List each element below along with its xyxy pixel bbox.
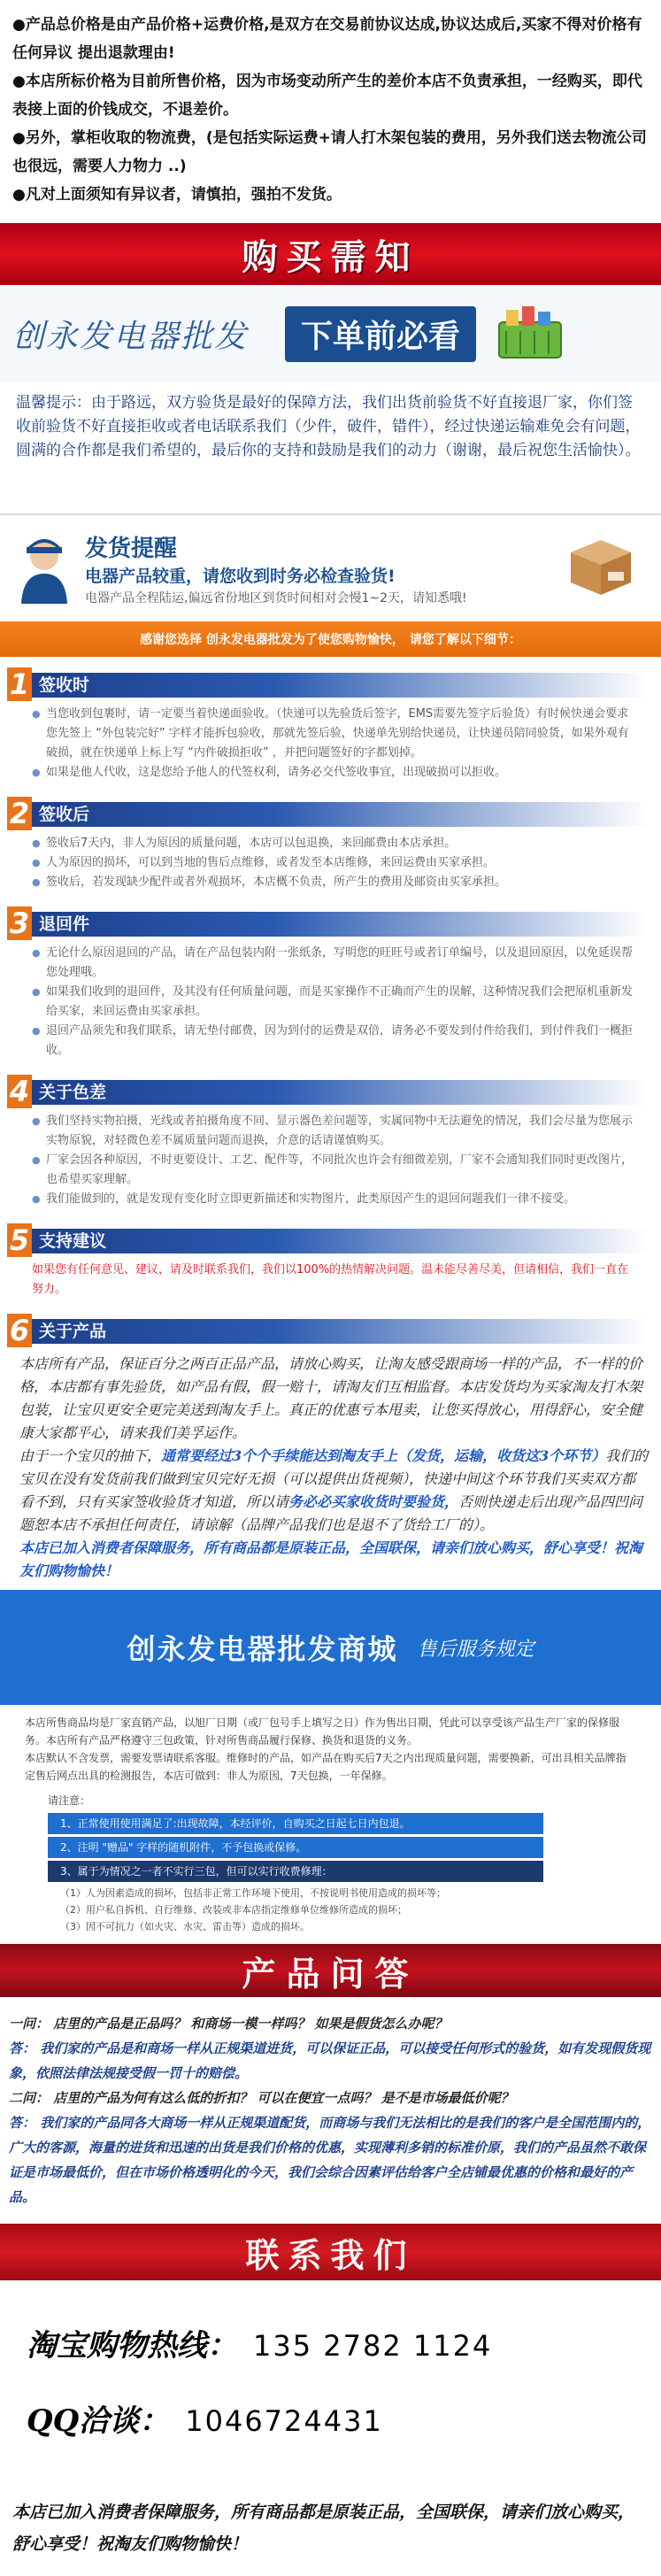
section-feedback <box>0 1225 661 1303</box>
section-title: 签收后 <box>39 805 90 824</box>
shipping-reminder-title: 发货提醒 <box>85 536 178 562</box>
notice-line: ●本店所标价格为目前所售价格，因为市场变动所产生的差价本店不负责承担，一经购买，即代表接上面的价钱成交，不退差价。 <box>12 73 642 119</box>
shop-header-row <box>0 285 661 382</box>
product-text: 否则快递走后出现产品四凹问题恕本店不承担任何责任，请谅解（品牌产品我们也是退不了货给工厂的）。 <box>19 1493 643 1533</box>
section-number: 3 <box>7 906 32 940</box>
shop-name: 创永发电器批发 <box>12 318 249 355</box>
price-notice <box>0 0 661 223</box>
section-number: 2 <box>7 797 32 830</box>
policy-note: （2）用户私自拆机、自行维修、改装或非本店指定维修单位维修所造成的损坏； <box>60 1904 407 1916</box>
section-about-products <box>0 1315 661 1590</box>
section-title: 关于色差 <box>39 1083 107 1102</box>
banner-title: 购买需知 <box>242 235 419 278</box>
notice-line: ●产品总价格是由产品价格+运费价格,是双方在交易前协议达成,协议达成后,买家不得对价格有任何异议 提出退款理由! <box>12 16 642 62</box>
thanks-text-details: 请您了解以下细节： <box>409 633 521 647</box>
policy-row: 3、属于为情况之一者不实行三包，但可以实行收费修理： <box>48 1861 543 1882</box>
section-number: 5 <box>7 1223 32 1257</box>
after-sales-policy <box>0 1705 661 1944</box>
contact-banner <box>0 2224 661 2280</box>
list-item: ● 我们能做到的，就是发现有变化时立即更新描述和实物图片，此类原因产生的退回问题我们一律不接受。 <box>32 1190 640 1209</box>
contact-banner-title: 联系我们 <box>245 2234 416 2275</box>
product-text-highlight: 务必必买家收货时要验货， <box>288 1493 459 1510</box>
hotline-label: 淘宝购物热线： <box>27 2328 237 2364</box>
qa-banner-title: 产品问答 <box>242 1953 419 1994</box>
list-item: ● 如果是他人代收，这是您给予他人的代签权利，请务必交代签收事宜，出现破损可以拒收。 <box>32 763 640 783</box>
product-text-highlight: 通常要经过3个个手续能达到淘友手上（发货，运输，收货这3个环节） <box>161 1447 606 1464</box>
qa-question: 二问： 店里的产品为何有这么低的折扣？ 可以在便宜一点吗？ 是不是市场最低价呢？ <box>9 2090 514 2106</box>
section-color-difference <box>0 1076 661 1213</box>
footer-guarantee: 本店已加入消费者保障服务，所有商品都是原装正品，全国联保，请亲们放心购买，舒心享受！祝淘友们购物愉快！ <box>12 2503 635 2554</box>
product-text: 由于一个宝贝的抽下， <box>19 1447 162 1464</box>
list-item: ● 我们坚持实物拍摄，光线或者拍摄角度不同、显示器色差问题等，实属同物中无法避免的情况，我们会尽量为您展示实物原貌，对轻微色差不属质量问题而退换，介意的话请谨慎购买。 <box>32 1112 640 1151</box>
qa-answer: 答： 我们家的产品是和商场一样从正规渠道进货，可以保证正品，可以接受任何形式的验货，如有发现假货现象，依照法律法规接受假一罚十的赔偿。 <box>9 2040 651 2081</box>
must-read-badge: 下单前必看 <box>285 306 476 362</box>
policy-note: （1）人为因素造成的损坏，包括非正常工作环境下使用，不按说明书使用造成的损坏等； <box>60 1887 446 1899</box>
section-number: 1 <box>7 667 32 701</box>
list-item: ● 人为原因的损坏，可以到当地的售后点维修，或者发至本店维修，来回运费由买家承担。 <box>32 853 640 873</box>
shipping-reminder <box>0 515 661 621</box>
section-on-receipt <box>0 669 661 786</box>
section-after-receipt <box>0 798 661 896</box>
hotline-number[interactable]: 135 2782 1124 <box>253 2329 493 2363</box>
product-qa-banner <box>0 1944 661 1997</box>
list-item: ● 当您收到包裹时，请一定要当着快递面验收。（快递可以先验货后签字，EMS需要先签字后验货）有时候快递会要求您先签上 “外包装完好” 字样才能拆包验收，那就先签后验，快递单先别给快递员，让快递员陪同验货，如果外观有破损，就在快递单上标上写 “内件破损拒收” ，并把问题签好的字都划掉。 <box>32 705 640 763</box>
after-sales-banner <box>0 1590 661 1705</box>
shop-banner-name: 创永发电器批发商城 <box>127 1632 398 1666</box>
feedback-text: 如果您有任何意见、建议，请及时联系我们，我们以100%的热情解决问题。温未能尽善尽美，但请相信，我们一直在努力。 <box>32 1263 629 1296</box>
list-item: ● 如果我们收到的退回件，及其没有任何质量问题，而是买家操作不正确而产生的误解，这种情况我们会把原机重新发给买家，来回运费由买家承担。 <box>32 983 640 1022</box>
policy-paragraph: 本店默认不含发票，需要发票请联系客服。维修时的产品，如产品在购买后7天之内出现质量问题，需要换新，可出具相关品牌指定售后网点出具的检测报告，本店可做到：非人为原因，7天包换，一年保修。 <box>25 1752 626 1782</box>
list-item: ● 无论什么原因退回的产品，请在产品包装内附一张纸条，写明您的旺旺号或者订单编号，以及退回原因，以免延误帮您处理哦。 <box>32 944 640 983</box>
policy-note: （3）因不可抗力（如火灾、水灾、雷击等）造成的损坏。 <box>60 1921 310 1932</box>
purchase-notice-banner <box>0 223 661 285</box>
section-returns <box>0 908 661 1064</box>
section-title: 退回件 <box>39 914 90 934</box>
policy-row: 2、注明 "赠品" 字样的随机附件，不予包换或保修。 <box>48 1837 543 1858</box>
section-title: 签收时 <box>39 675 90 695</box>
package-box-icon <box>565 536 636 598</box>
section-title: 支持建议 <box>39 1231 107 1251</box>
policy-paragraph: 本店所售商品均是厂家直销产品，以旭厂日期（或厂包号手上填写之日）作为售出日期，凭此可以享受该产品生产厂家的保修服务。本店所有产品严格遵守三包政策，针对所售商品履行保修、换货和退货的义务。 <box>25 1716 620 1747</box>
product-text: 我们的宝贝在没有发货前我们做到宝贝完好无损（可以提供出货视频），快递中间这个环节我们买卖双方都看不到，只有买家签收验货才知道，所以请 <box>19 1447 649 1510</box>
list-item: ● 签收后，若发现缺少配件或者外观损坏，本店概不负责，所产生的费用及邮资由买家承担。 <box>32 873 640 892</box>
qa-question: 一问： 店里的产品是正品吗？ 和商场一模一样吗？ 如果是假货怎么办呢？ <box>9 2016 448 2032</box>
shipping-reminder-sub: 电器产品全程陆运,偏远省份地区到货时间相对会慢1~2天，请知悉哦! <box>85 591 467 605</box>
policy-row: 1、正常使用使用满足了:出现故障，本经评价，自购买之日起七日内包退。 <box>48 1813 543 1834</box>
policy-intro: 请注意： <box>48 1794 91 1807</box>
list-item: ● 签收后7天内，非人为原因的质量问题，本店可以包退换，来回邮费由本店承担。 <box>32 834 640 853</box>
notice-line: ●凡对上面须知有异议者，请慎拍，强拍不发货。 <box>12 186 342 204</box>
shipping-reminder-main: 电器产品较重，请您收到时务必检查验货! <box>85 567 396 586</box>
shopping-basket-icon <box>494 303 570 365</box>
product-guarantee: 本店已加入消费者保障服务，所有商品都是原装正品，全国联保，请亲们放心购买，舒心享受！祝淘友们购物愉快！ <box>19 1539 643 1579</box>
product-qa <box>0 1997 661 2224</box>
qq-label: QQ洽谈： <box>27 2403 170 2439</box>
list-item: ● 退回产品须先和我们联系，请无垫付邮费，因为到付的运费是双倍，请务必不要发到付件给我们，到付件我们一概拒收。 <box>32 1022 640 1060</box>
delivery-person-icon <box>16 533 73 604</box>
thanks-text: 感谢您选择 创永发电器批发为了使您购物愉快， <box>140 633 404 647</box>
section-title: 关于产品 <box>39 1322 107 1341</box>
product-paragraph <box>19 1445 649 1537</box>
list-item: ● 厂家会因各种原因，不时更要设计、工艺、配件等，不同批次也许会有细微差别，厂家不会通知我们同时更改图片，也希望买家理解。 <box>32 1151 640 1190</box>
product-paragraph: 本店所有产品，保证百分之两百正品产品，请放心购买，让淘友感受跟商场一样的产品，不一样的价格，本店都有事先验货，如产品有假，假一赔十，请淘友们互相监督。本店发货均为买家淘友打木架包装，让宝贝更安全更完美送到淘友手上。真正的优惠亏本甩卖，让您买得放心，用得舒心，安全健康大家都平心，请来我们美孚运作。 <box>19 1355 643 1441</box>
thanks-bar <box>0 621 661 657</box>
qq-number[interactable]: 1046724431 <box>185 2404 383 2438</box>
section-number: 4 <box>7 1075 32 1108</box>
section-number: 6 <box>7 1314 32 1347</box>
notice-line: ●另外，掌柜收取的物流费，(是包括实际运费+请人打木架包装的费用，另外我们送去物流公司也很远，需要人力物力 ..) <box>12 129 647 175</box>
contact-info <box>0 2280 661 2480</box>
warm-tips: 温馨提示：由于路远，双方验货是最好的保障方法，我们出货前验货不好直接退厂家，你们签收前验货不好直接拒收或者电话联系我们（少件，破件，错件），经过快递运输难免会有问题，圆满的合作都是我们希望的，最后你的支持和鼓励是我们的动力（谢谢，最后祝您生活愉快）。 <box>0 382 661 515</box>
qa-answer: 答： 我们家的产品同各大商场一样从正规渠道配货，而商场与我们无法相比的是我们的客户是全国范围内的，广大的客源，海量的进货和迅速的出货是我们价格的优惠，实现薄利多销的标准价原，我们的产品虽然不敢保证是市场最低价，但在市场价格透明化的今天，我们会综合因素评估给客户全店铺最优惠的价格和最好的产品。 <box>9 2115 651 2205</box>
shop-banner-subtitle: 售后服务规定 <box>417 1638 534 1661</box>
